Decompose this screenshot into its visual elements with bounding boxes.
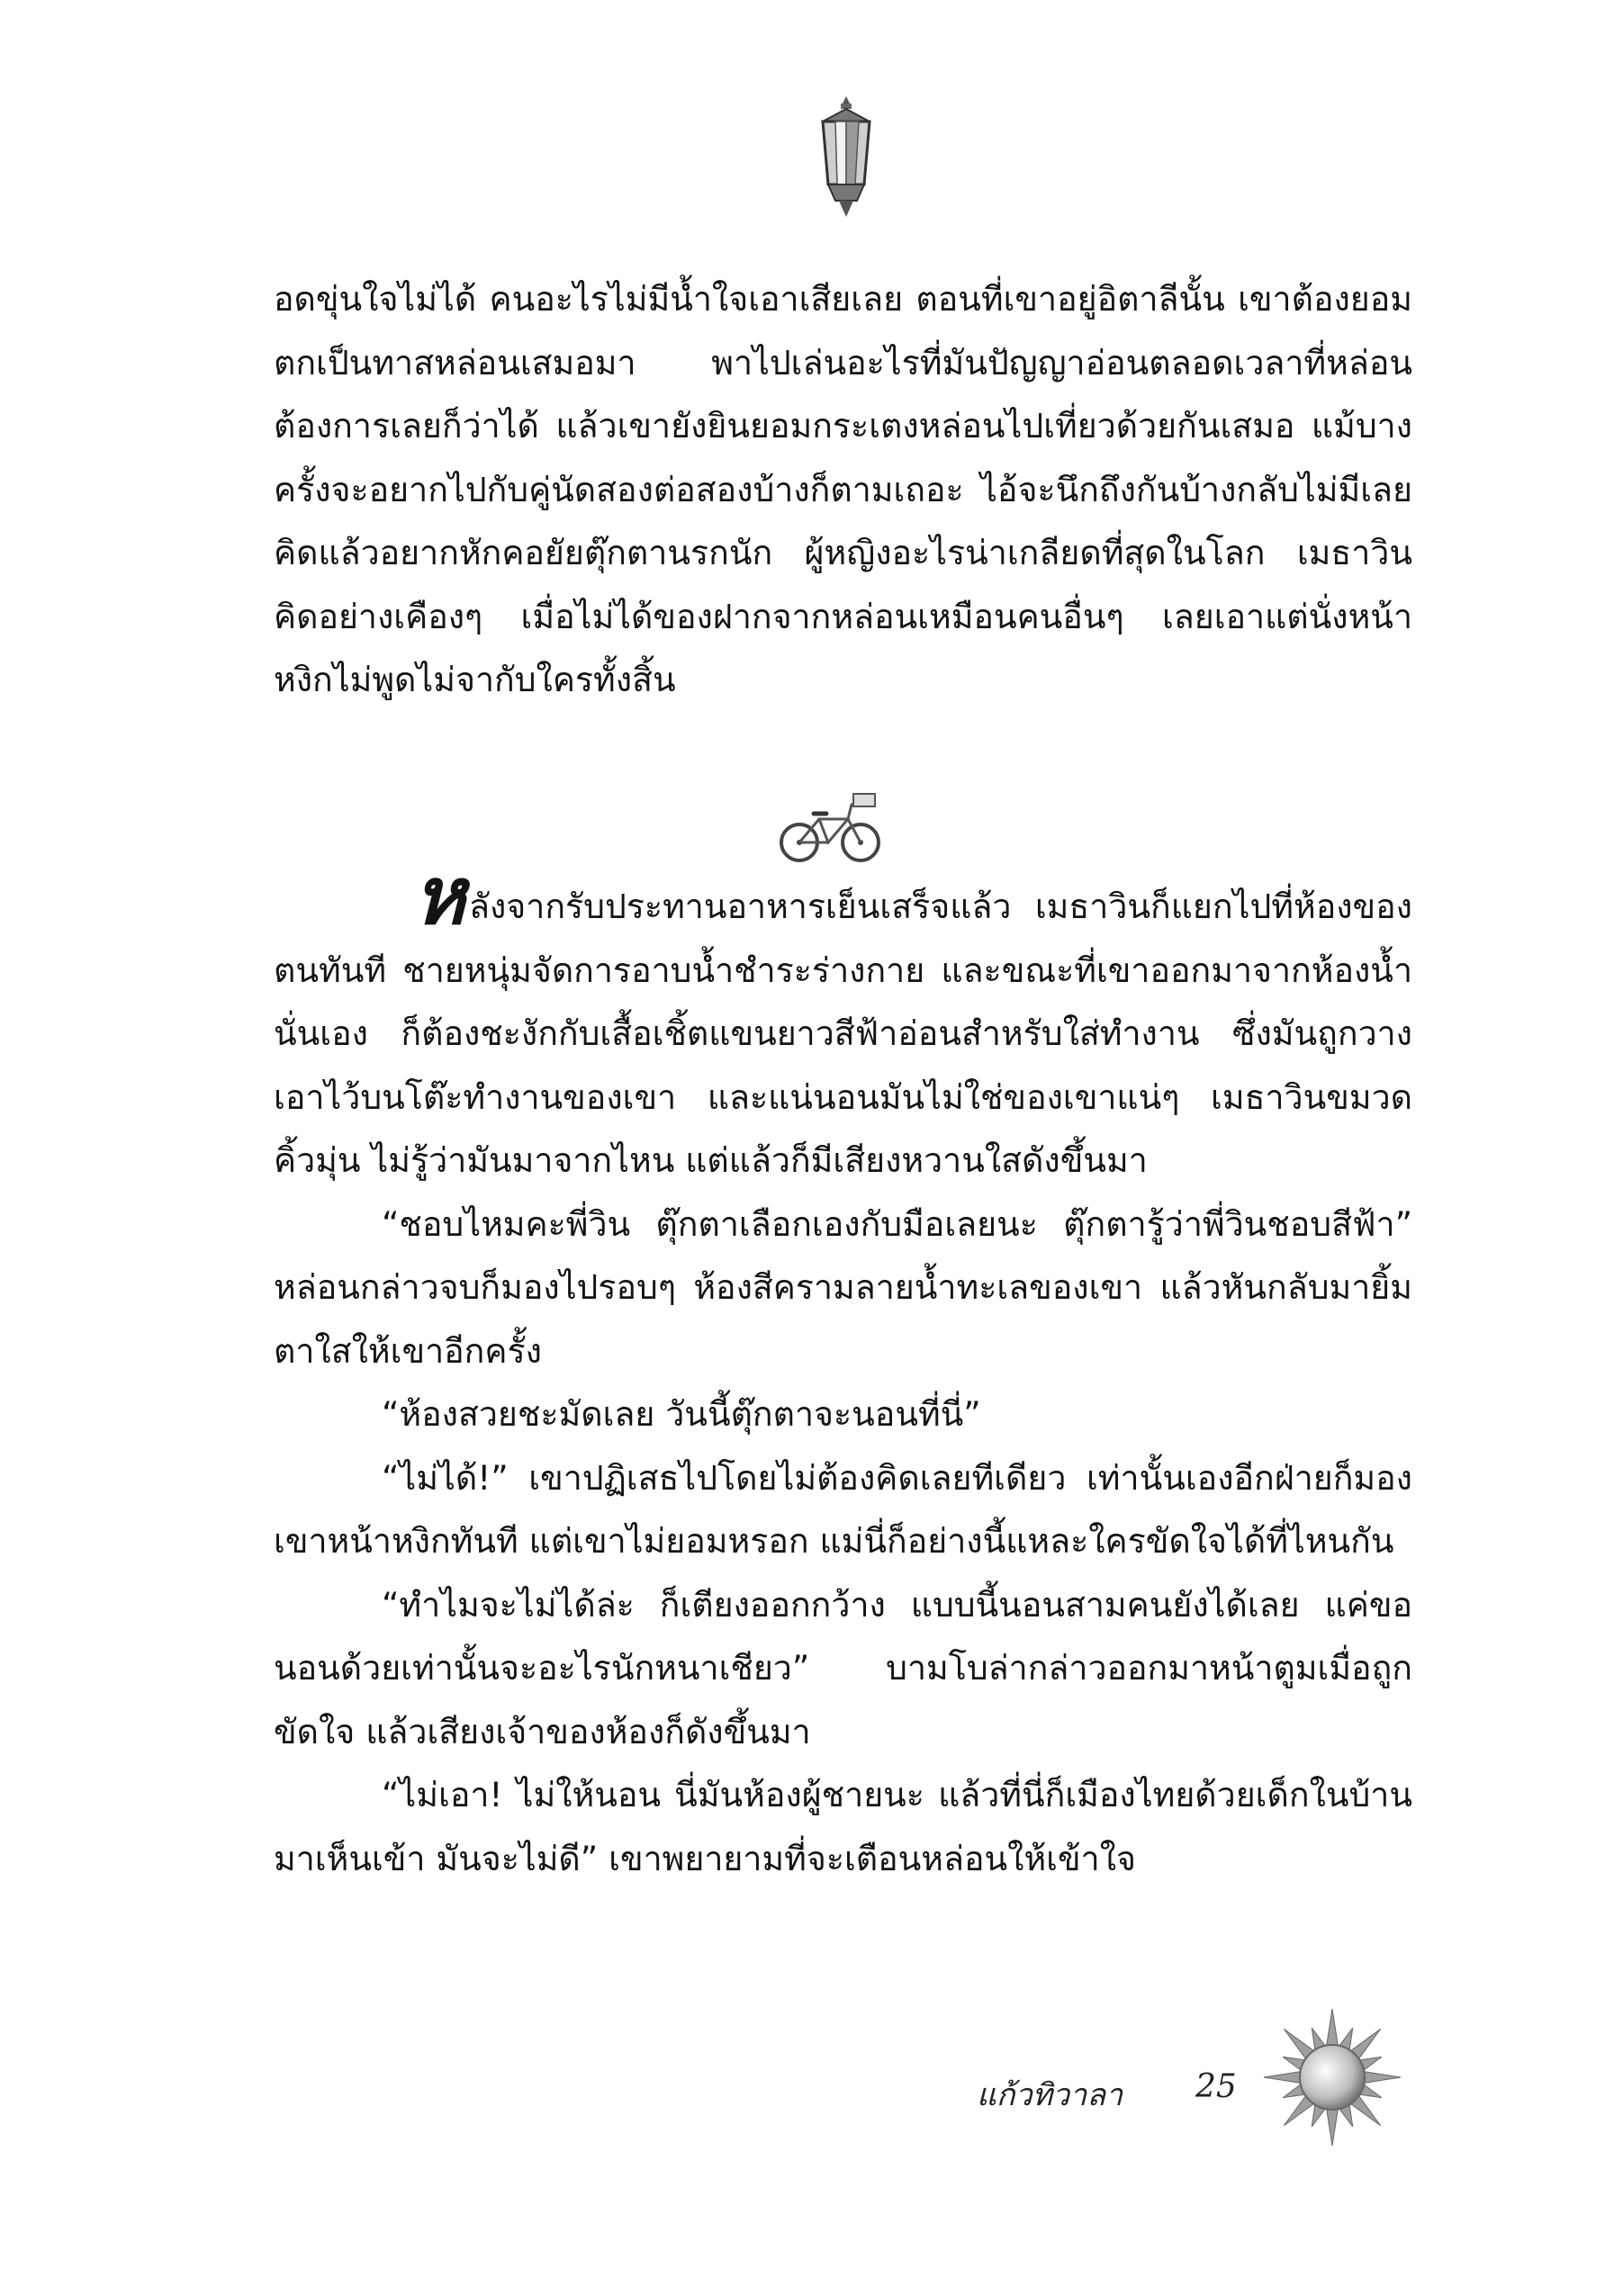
paragraph: “ห้องสวยชะมัดเลย วันนี้ตุ๊กตาจะนอนที่นี่” [382, 1394, 981, 1434]
text-section-1 [274, 267, 1412, 712]
paragraph: “ไม่ได้!” เขาปฏิเสธไปโดยไม่ต้องคิดเลยทีเดียว เท่านั้นเองอีกฝ่ายก็มองเขาหน้าหงิกทันที แต่เขาไม่ยอมหรอก แม่นี่ก็อย่างนี้แหละใครขัดใจได้ที่ไหนกัน [274, 1457, 1412, 1561]
lantern-icon [810, 95, 882, 221]
bicycle-icon [776, 792, 884, 868]
sun-ray [1264, 2071, 1303, 2083]
paragraph-opening [274, 849, 1412, 1193]
paragraph-text: ลังจากรับประทานอาหารเย็นเสร็จแล้ว เมธาวินก็แยกไปที่ห้องของตนทันที ชายหนุ่มจัดการอาบน้ำชำระร่างกาย และขณะที่เขาออกมาจากห้องน้ำนั่นเอง ก็ต้องชะงักกับเสื้อเชิ้ตแขนยาวสีฟ้าอ่อนสำหรับใส่ทำงาน ซึ่งมันถูกวางเอาไว้บนโต๊ะทำงานของเขา และแน่นอนมันไม่ใช่ของเขาแน่ๆ เมธาวินขมวดคิ้วมุ่น ไม่รู้ว่ามันมาจากไหน แต่แล้วก็มีเสียงหวานใสดังขึ้นมา [274, 887, 1412, 1180]
text-section-2 [274, 849, 1412, 1890]
paragraph: “ทำไมจะไม่ได้ล่ะ ก็เตียงออกกว้าง แบบนี้นอนสามคนยังได้เลย แค่ขอนอนด้วยเท่านั้นจะอะไรนักหนาเชียว” บามโบล่ากล่าวออกมาหน้าตูมเมื่อถูกขัดใจ แล้วเสียงเจ้าของห้องก็ดังขึ้นมา [274, 1584, 1412, 1751]
drop-cap: ห [413, 849, 466, 942]
sun-icon [1260, 2005, 1404, 2149]
sun-ray [1362, 2071, 1401, 2083]
sun-ray [1326, 2009, 1338, 2048]
book-title: แก้วทิวาลา [977, 2077, 1123, 2113]
paragraph: “ชอบไหมคะพี่วิน ตุ๊กตาเลือกเองกับมือเลยนะ ตุ๊กตารู้ว่าพี่วินชอบสีฟ้า” หล่อนกล่าวจบก็มองไปรอบๆ ห้องสีครามลายน้ำทะเลของเขา แล้วหันกลับมายิ้มตาใสให้เขาอีกครั้ง [274, 1203, 1412, 1371]
paragraph: อดขุ่นใจไม่ได้ คนอะไรไม่มีน้ำใจเอาเสียเลย ตอนที่เขาอยู่อิตาลีนั้น เขาต้องยอมตกเป็นทาสหล่อนเสมอมา พาไปเล่นอะไรที่มันปัญญาอ่อนตลอดเวลาที่หล่อนต้องการเลยก็ว่าได้ แล้วเขายังยินยอมกระเตงหล่อนไปเที่ยวด้วยกันเสมอ แม้บางครั้งจะอยากไปกับคู่นัดสองต่อสองบ้างก็ตามเถอะ ไอ้จะนึกถึงกันบ้างกลับไม่มีเลย คิดแล้วอยากหักคอยัยตุ๊กตานรกนัก ผู้หญิงอะไรน่าเกลียดที่สุดในโลก เมธาวินคิดอย่างเคืองๆ เมื่อไม่ได้ของฝากจากหล่อนเหมือนคนอื่นๆ เลยเอาแต่นั่งหน้าหงิกไม่พูดไม่จากับใครทั้งสิ้น [274, 279, 1412, 699]
paragraph: “ไม่เอา! ไม่ให้นอน นี่มันห้องผู้ชายนะ แล้วที่นี่ก็เมืองไทยด้วยเด็กในบ้านมาเห็นเข้า มันจะไม่ดี” เขาพยายามที่จะเตือนหล่อนให้เข้าใจ [274, 1775, 1412, 1878]
sun-ray [1326, 2107, 1338, 2146]
page-number: 25 [1195, 2068, 1237, 2105]
